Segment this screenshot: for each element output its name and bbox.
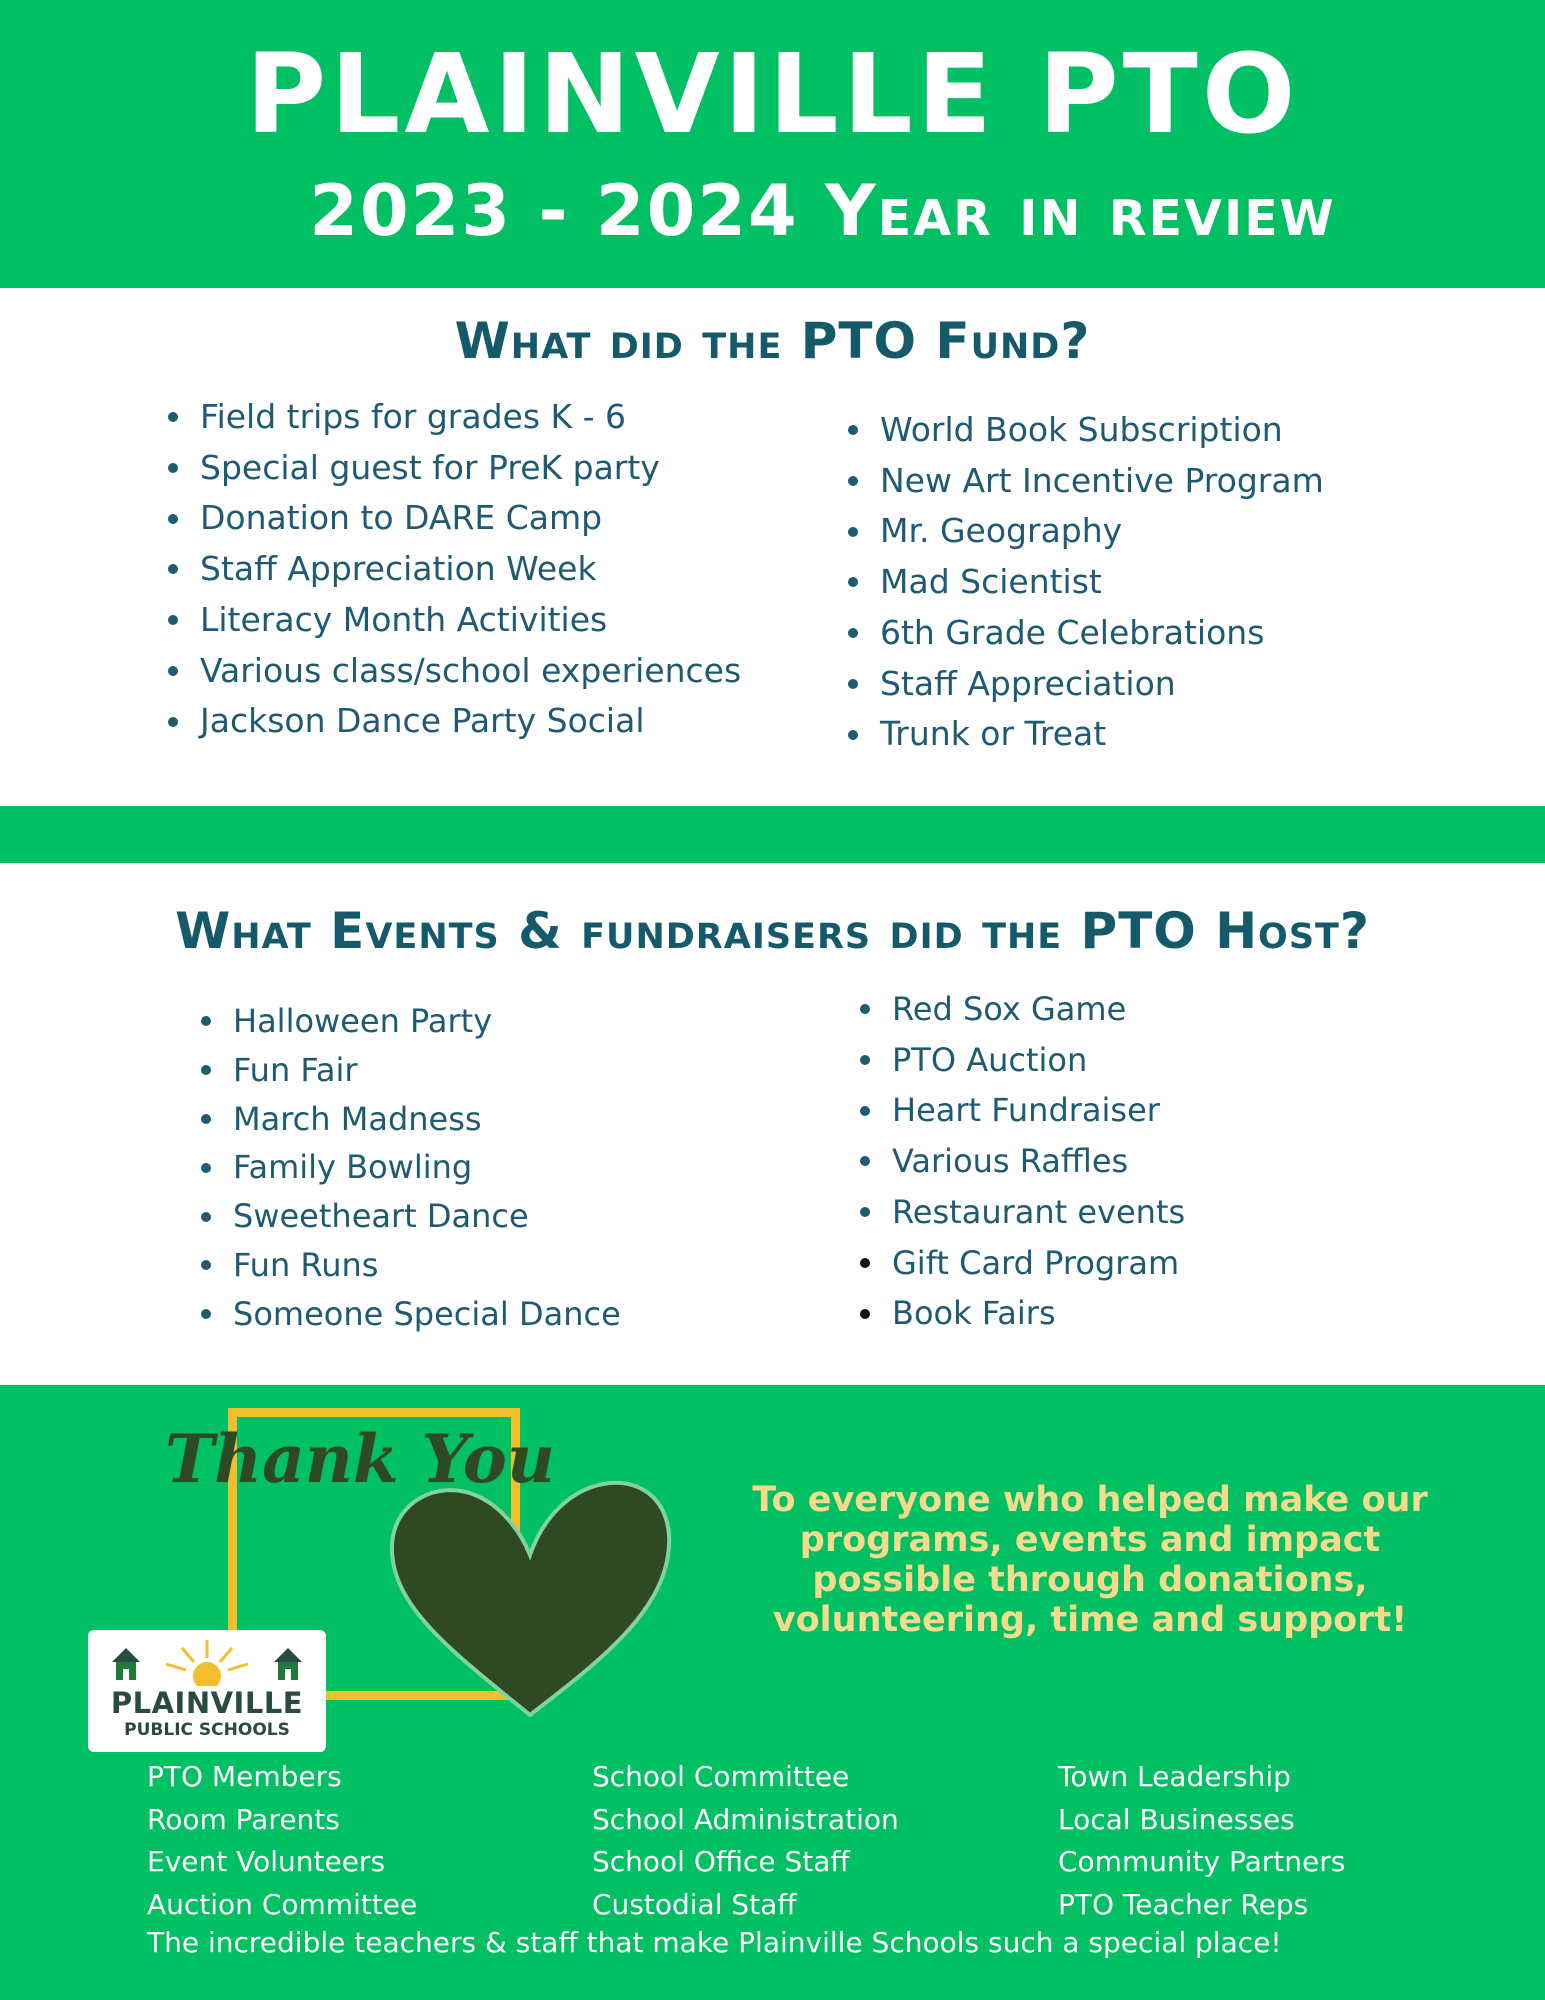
credit-item: Local Businesses — [1058, 1802, 1295, 1836]
bullet-icon — [848, 679, 858, 689]
list-item: Field trips for grades K - 6 — [168, 392, 741, 443]
thank-you-script: Thank You — [165, 1420, 555, 1498]
school-logo — [88, 1630, 326, 1752]
list-item: Book Fairs — [860, 1288, 1185, 1339]
list-item: March Madness — [201, 1095, 621, 1144]
bullet-icon — [201, 1212, 211, 1222]
list-item: Jackson Dance Party Social — [168, 696, 741, 747]
bullet-icon — [201, 1260, 211, 1270]
list-item: Literacy Month Activities — [168, 595, 741, 646]
list-item: Heart Fundraiser — [860, 1085, 1185, 1136]
list-item: Special guest for PreK party — [168, 443, 741, 494]
list-item: Mr. Geography — [848, 506, 1324, 557]
bullet-icon — [168, 717, 178, 727]
section-divider — [0, 806, 1545, 863]
list-item: Someone Special Dance — [201, 1290, 621, 1339]
credit-item: Auction Committee — [147, 1887, 418, 1921]
list-item: New Art Incentive Program — [848, 456, 1324, 507]
list-item: Donation to DARE Camp — [168, 493, 741, 544]
credit-item: PTO Teacher Reps — [1058, 1887, 1309, 1921]
list-item: World Book Subscription — [848, 405, 1324, 456]
bullet-icon — [201, 1114, 211, 1124]
sunburst-icon — [166, 1640, 248, 1686]
funded-list-right — [848, 405, 1324, 760]
closing-line: The incredible teachers & staff that make Plainville Schools such a special place! — [147, 1926, 1282, 1959]
bullet-icon — [168, 564, 178, 574]
list-item: Trunk or Treat — [848, 709, 1324, 760]
list-item: Fun Runs — [201, 1241, 621, 1290]
bullet-icon — [201, 1065, 211, 1075]
credits-column-2 — [592, 1756, 899, 1926]
list-item: Sweetheart Dance — [201, 1192, 621, 1241]
credit-item: Event Volunteers — [147, 1845, 386, 1878]
credits-column-1 — [147, 1756, 417, 1926]
bullet-icon — [201, 1163, 211, 1173]
credit-item: School Committee — [592, 1760, 850, 1793]
bullet-icon — [860, 1106, 870, 1116]
bullet-icon — [168, 666, 178, 676]
funded-list-left — [168, 392, 741, 747]
bullet-icon — [168, 514, 178, 524]
list-item: Mad Scientist — [848, 557, 1324, 608]
thank-you-message: To everyone who helped make our programs, events and impact possible through donations, volunteering, time and support! — [752, 1480, 1428, 1640]
bullet-icon — [860, 1207, 870, 1217]
bullet-icon — [168, 463, 178, 473]
credit-item: Community Partners — [1058, 1845, 1346, 1878]
bullet-icon — [168, 615, 178, 625]
heart-icon — [380, 1475, 680, 1735]
bullet-icon — [201, 1016, 211, 1026]
list-item: 6th Grade Celebrations — [848, 608, 1324, 659]
bullet-icon — [860, 1258, 870, 1268]
credit-item: Town Leadership — [1058, 1760, 1291, 1793]
list-item: Gift Card Program — [860, 1238, 1185, 1289]
list-item: Fun Fair — [201, 1046, 621, 1095]
bullet-icon — [848, 628, 858, 638]
schoolhouse-icon — [274, 1648, 302, 1680]
list-item: Restaurant events — [860, 1187, 1185, 1238]
events-heading: What Events & fundraisers did the PTO Host? — [175, 902, 1370, 960]
logo-name: PLAINVILLE — [110, 1686, 304, 1720]
events-list-left — [201, 997, 621, 1339]
bullet-icon — [201, 1309, 211, 1319]
list-item: Family Bowling — [201, 1143, 621, 1192]
logo-art — [102, 1638, 312, 1686]
bullet-icon — [860, 1055, 870, 1065]
list-item: Various Raffles — [860, 1136, 1185, 1187]
bullet-icon — [860, 1004, 870, 1014]
credit-item: School Administration — [592, 1802, 899, 1836]
page-title: PLAINVILLE PTO — [245, 30, 1300, 158]
bullet-icon — [860, 1156, 870, 1166]
bullet-icon — [848, 577, 858, 587]
schoolhouse-icon — [112, 1648, 140, 1680]
bullet-icon — [848, 425, 858, 435]
credits-column-3 — [1058, 1756, 1345, 1926]
credit-item: Room Parents — [147, 1802, 340, 1836]
bullet-icon — [860, 1309, 870, 1319]
list-item: Halloween Party — [201, 997, 621, 1046]
funded-heading: What did the PTO Fund? — [454, 312, 1091, 370]
list-item: PTO Auction — [860, 1035, 1185, 1086]
logo-subname: PUBLIC SCHOOLS — [124, 1720, 290, 1740]
list-item: Staff Appreciation — [848, 659, 1324, 710]
credit-item: PTO Members — [147, 1760, 342, 1793]
credit-item: Custodial Staff — [592, 1887, 797, 1921]
credit-item: School Office Staff — [592, 1845, 850, 1878]
bullet-icon — [848, 730, 858, 740]
bullet-icon — [168, 412, 178, 422]
list-item: Red Sox Game — [860, 984, 1185, 1035]
list-item: Staff Appreciation Week — [168, 544, 741, 595]
events-list-right — [860, 984, 1185, 1339]
list-item: Various class/school experiences — [168, 646, 741, 697]
bullet-icon — [848, 476, 858, 486]
bullet-icon — [848, 527, 858, 537]
page-subtitle: 2023 - 2024 Year in review — [309, 170, 1336, 252]
